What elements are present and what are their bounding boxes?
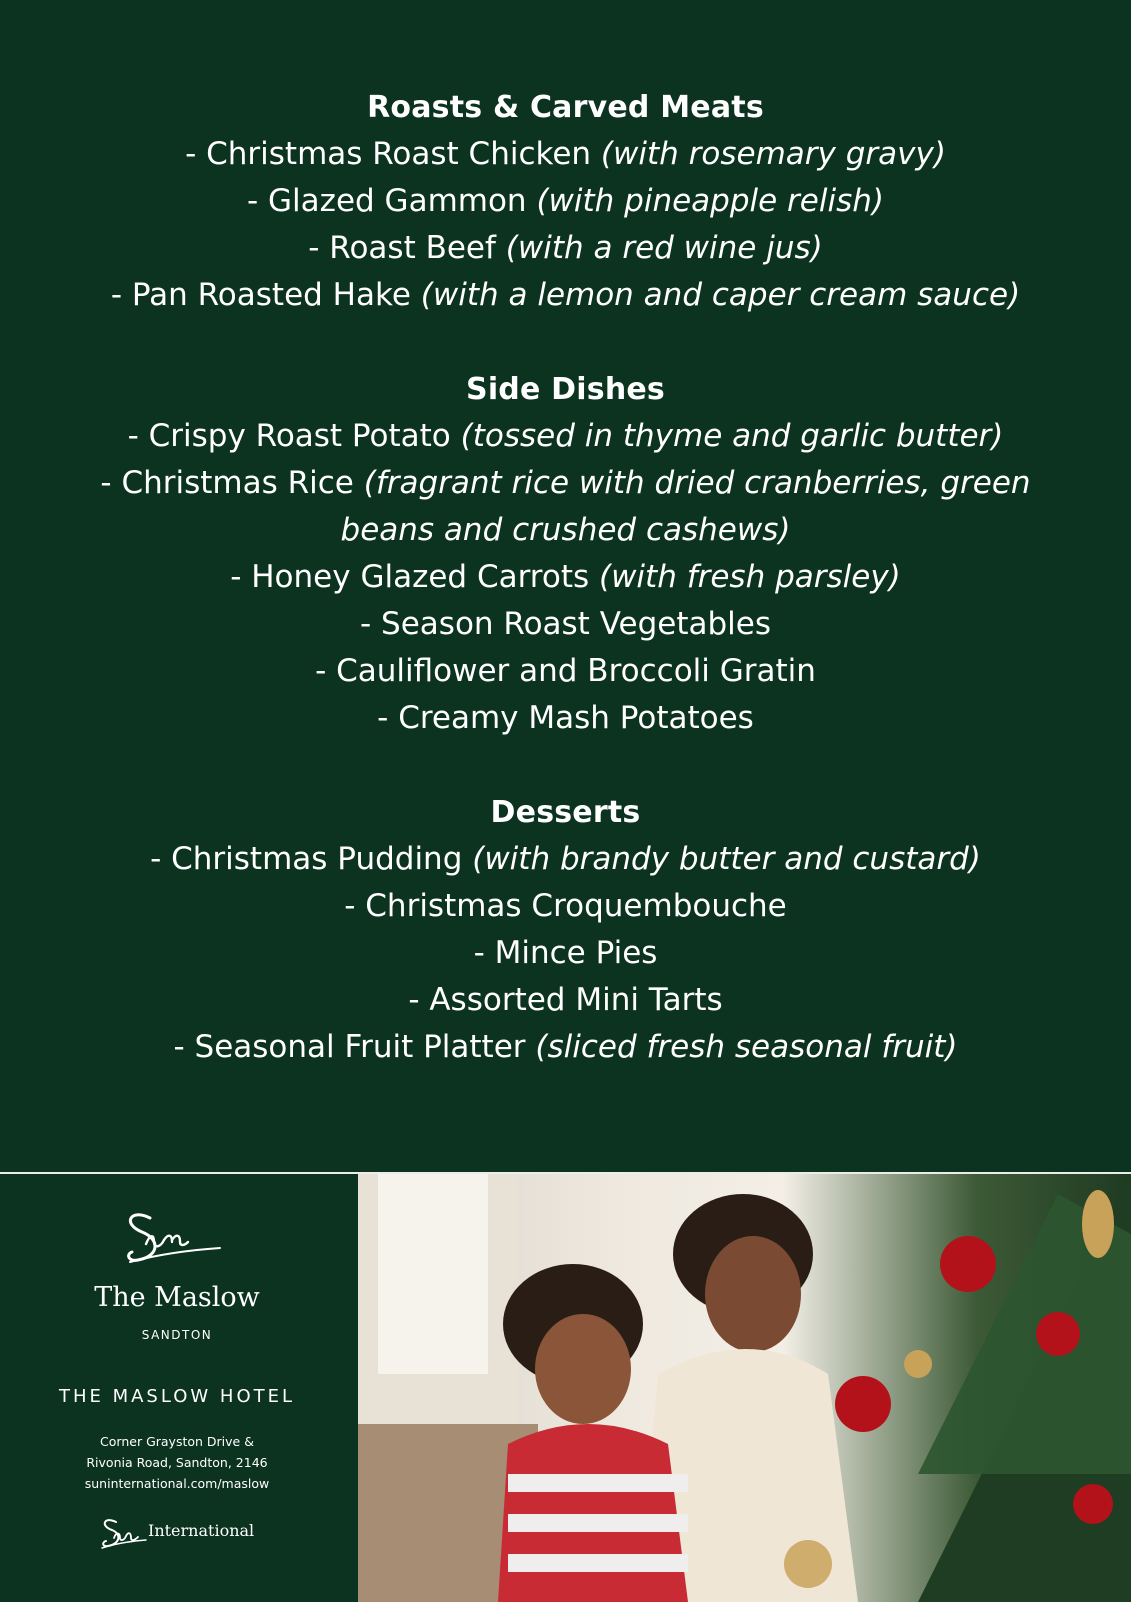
brand-city: SANDTON [141, 1328, 213, 1342]
menu-item [0, 601, 1131, 648]
item-name: - Christmas Pudding [150, 841, 473, 877]
menu-item [0, 272, 1131, 319]
menu-item [0, 413, 1131, 460]
item-note: (with a red wine jus) [505, 230, 823, 266]
sun-international-text: International [148, 1521, 255, 1540]
brand-panel [0, 1174, 354, 1602]
menu-item [0, 554, 1131, 601]
item-name: - Christmas Croquembouche [344, 888, 787, 924]
item-name: - Roast Beef [308, 230, 506, 266]
item-note: (with brandy butter and custard) [472, 841, 981, 877]
item-note: (fragrant rice with dried cranberries, green beans and crushed cashews) [340, 465, 1031, 548]
menu-item [0, 178, 1131, 225]
item-note: (with a lemon and caper cream sauce) [420, 277, 1021, 313]
item-name: - Seasonal Fruit Platter [173, 1029, 536, 1065]
menu-item [0, 460, 1131, 554]
item-name: - Honey Glazed Carrots [230, 559, 599, 595]
menu-item [0, 131, 1131, 178]
menu-item [0, 883, 1131, 930]
menu [0, 84, 1131, 1118]
brand-name: The Maslow [94, 1282, 260, 1313]
menu-item [0, 977, 1131, 1024]
address-line-1: Corner Grayston Drive & [100, 1434, 254, 1449]
menu-item [0, 1024, 1131, 1071]
item-name: - Christmas Rice [100, 465, 364, 501]
item-note: (with rosemary gravy) [600, 136, 946, 172]
item-name: - Cauliflower and Broccoli Gratin [315, 653, 816, 689]
menu-item [0, 836, 1131, 883]
christmas-photo-illustration [358, 1174, 1131, 1602]
item-name: - Season Roast Vegetables [360, 606, 771, 642]
hotel-name: THE MASLOW HOTEL [58, 1386, 296, 1407]
address-line-2: Rivonia Road, Sandton, 2146 [86, 1455, 268, 1470]
item-name: - Pan Roasted Hake [110, 277, 421, 313]
item-name: - Crispy Roast Potato [127, 418, 461, 454]
item-name: - Creamy Mash Potatoes [377, 700, 754, 736]
item-note: (with pineapple relish) [536, 183, 884, 219]
menu-item [0, 695, 1131, 742]
item-note: (with fresh parsley) [598, 559, 901, 595]
footer [0, 1172, 1131, 1602]
section-title: Roasts & Carved Meats [367, 90, 764, 125]
family-decorating-christmas-tree-photo [358, 1174, 1131, 1602]
item-name: - Assorted Mini Tarts [408, 982, 723, 1018]
menu-item [0, 225, 1131, 272]
item-name: - Glazed Gammon [247, 183, 537, 219]
item-note: (tossed in thyme and garlic butter) [460, 418, 1004, 454]
website-link[interactable]: suninternational.com/maslow [84, 1476, 270, 1491]
item-note: (sliced fresh seasonal fruit) [535, 1029, 958, 1065]
section-title: Desserts [490, 795, 641, 830]
menu-section-roasts [0, 84, 1131, 319]
menu-item [0, 930, 1131, 977]
sun-logo-icon [120, 1204, 230, 1274]
menu-section-desserts [0, 789, 1131, 1071]
item-name: - Mince Pies [473, 935, 658, 971]
menu-section-sides [0, 366, 1131, 742]
section-title: Side Dishes [466, 372, 665, 407]
sun-international-logo-icon [98, 1514, 148, 1554]
item-name: - Christmas Roast Chicken [185, 136, 601, 172]
menu-item [0, 648, 1131, 695]
